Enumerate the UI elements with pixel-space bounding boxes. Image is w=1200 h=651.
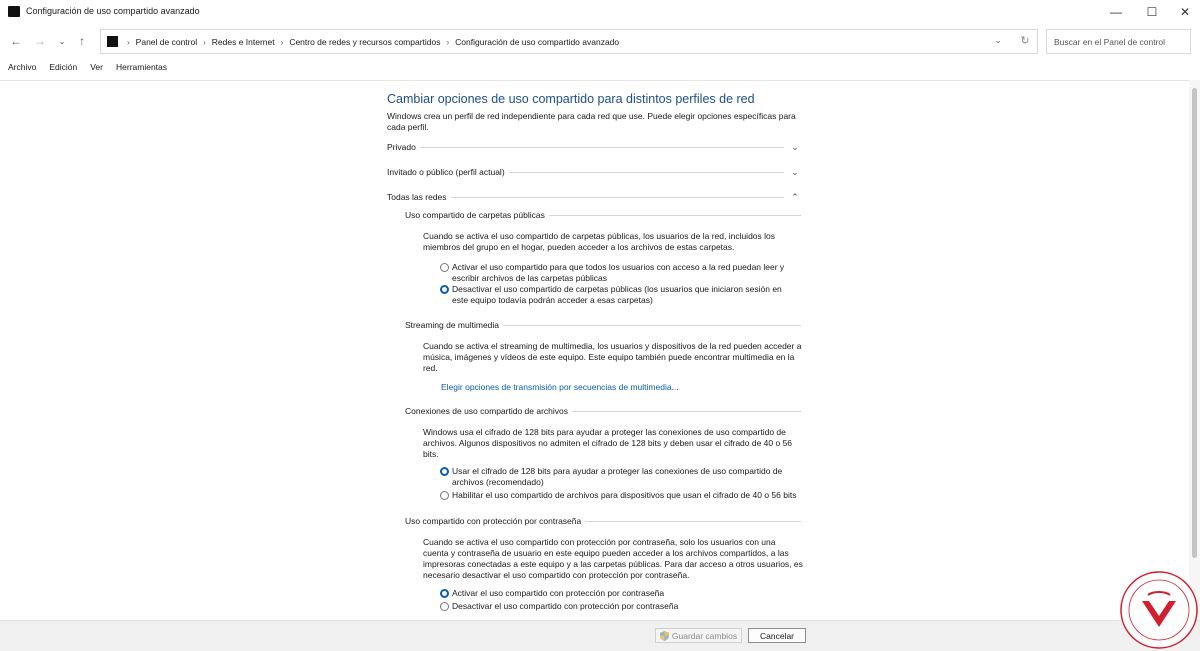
divider xyxy=(572,411,801,412)
breadcrumb-advanced-sharing[interactable]: Configuración de uso compartido avanzado xyxy=(455,37,620,47)
address-dropdown-chevron-icon[interactable]: ⌄ xyxy=(994,35,1002,45)
settings-content xyxy=(0,80,1189,620)
file-sharing-title: Conexiones de uso compartido de archivos xyxy=(405,406,569,416)
password-protection-off-radio[interactable] xyxy=(440,602,449,611)
search-placeholder: Buscar en el Panel de control xyxy=(1054,37,1166,47)
public-folders-off-option[interactable] xyxy=(440,284,800,306)
media-streaming-options-link[interactable]: Elegir opciones de transmisión por secuencias de multimedia... xyxy=(441,382,679,392)
chevron-up-icon[interactable]: ⌃ xyxy=(791,191,799,202)
breadcrumb-separator[interactable]: › xyxy=(446,37,450,47)
breadcrumb-separator[interactable]: › xyxy=(280,37,284,47)
divider xyxy=(549,215,801,216)
address-bar[interactable] xyxy=(100,29,1038,54)
save-changes-button[interactable] xyxy=(655,628,742,643)
control-panel-icon xyxy=(107,36,118,47)
public-folders-off-radio[interactable] xyxy=(440,285,449,294)
public-folders-header xyxy=(405,208,801,222)
uac-shield-icon xyxy=(660,631,669,641)
page-title: Cambiar opciones de uso compartido para distintos perfiles de red xyxy=(387,92,755,106)
menu-item-edicion[interactable]: Edición xyxy=(49,62,78,72)
scrollbar-thumb[interactable] xyxy=(1192,88,1197,558)
intro-text: Windows crea un perfil de red independiente para cada red que use. Puede elegir opciones específicas para cada perfil. xyxy=(387,111,796,132)
maximize-button[interactable]: ☐ xyxy=(1146,5,1158,19)
encryption-128-label[interactable]: Usar el cifrado de 128 bits para ayudar a proteger las conexiones de uso compartido de archivos (recomendado) xyxy=(452,466,783,487)
menu-item-archivo[interactable]: Archivo xyxy=(8,62,37,72)
dialog-footer xyxy=(0,620,1200,651)
close-button[interactable]: ✕ xyxy=(1179,5,1191,19)
cancel-button[interactable]: Cancelar xyxy=(748,628,806,643)
navigation-bar xyxy=(0,29,1200,55)
minimize-button[interactable]: — xyxy=(1110,5,1122,19)
window-title: Configuración de uso compartido avanzado xyxy=(26,6,200,16)
profile-guest-public-row[interactable] xyxy=(387,165,800,179)
profile-private-label: Privado xyxy=(387,142,416,152)
watermark-logo xyxy=(1120,571,1198,649)
password-protection-on-label[interactable]: Activar el uso compartido con protección por contraseña xyxy=(452,588,665,598)
breadcrumb-separator[interactable]: › xyxy=(127,37,130,47)
breadcrumb xyxy=(121,37,619,47)
search-input[interactable] xyxy=(1046,29,1191,54)
password-protection-off-label[interactable]: Desactivar el uso compartido con protección por contraseña xyxy=(452,601,679,611)
profile-guest-public-label: Invitado o público (perfil actual) xyxy=(387,167,505,177)
save-changes-label: Guardar cambios xyxy=(671,630,738,641)
breadcrumb-network-sharing-center[interactable]: Centro de redes y recursos compartidos xyxy=(289,37,441,47)
divider xyxy=(585,521,801,522)
vertical-scrollbar[interactable] xyxy=(1189,80,1200,620)
public-folders-description: Cuando se activa el uso compartido de carpetas públicas, los usuarios de la red, incluidos los miembros del grupo en el hogar, pueden acceder a los archivos de estas carpetas. xyxy=(423,231,776,252)
recent-locations-chevron-icon[interactable]: ⌄ xyxy=(58,36,66,46)
password-protection-title: Uso compartido con protección por contraseña xyxy=(405,516,582,526)
password-protection-header xyxy=(405,514,801,528)
divider xyxy=(420,147,784,148)
app-icon xyxy=(8,6,20,17)
menu-item-ver[interactable]: Ver xyxy=(90,62,103,72)
public-folders-on-option[interactable] xyxy=(440,262,800,284)
media-streaming-description: Cuando se activa el streaming de multimedia, los usuarios y dispositivos de la red pueden acceder a música, imágenes y vídeos de este equipo. Este equipo también puede encontrar multimedia en la red. xyxy=(423,341,802,373)
breadcrumb-network-internet[interactable]: Redes e Internet xyxy=(211,37,275,47)
breadcrumb-control-panel[interactable]: Panel de control xyxy=(135,37,198,47)
encryption-128-radio[interactable] xyxy=(440,467,449,476)
encryption-40-56-label[interactable]: Habilitar el uso compartido de archivos para dispositivos que usan el cifrado de 40 o 56 bits xyxy=(452,490,797,500)
password-protection-on-radio[interactable] xyxy=(440,589,449,598)
title-bar xyxy=(0,0,1200,24)
public-folders-off-label[interactable]: Desactivar el uso compartido de carpetas públicas (los usuarios que iniciaron sesión en este equipo todavía podrán acceder a esas carpetas) xyxy=(452,284,782,305)
encryption-40-56-option[interactable] xyxy=(440,490,800,501)
encryption-40-56-radio[interactable] xyxy=(440,491,449,500)
media-streaming-title: Streaming de multimedia xyxy=(405,320,500,330)
divider xyxy=(503,325,801,326)
file-sharing-header xyxy=(405,404,801,418)
public-folders-on-radio[interactable] xyxy=(440,263,449,272)
file-sharing-description: Windows usa el cifrado de 128 bits para ayudar a proteger las conexiones de uso compartido de archivos. Algunos dispositivos no admiten el cifrado de 128 bits y deben usar el cifrado de 40 o 56 bits. xyxy=(423,427,793,459)
menu-item-herramientas[interactable]: Herramientas xyxy=(116,62,168,72)
up-arrow-icon[interactable]: ↑ xyxy=(79,34,85,48)
password-protection-on-option[interactable] xyxy=(440,588,800,599)
password-protection-description: Cuando se activa el uso compartido con protección por contraseña, solo los usuarios con una cuenta y contraseña de usuario en este equipo pueden acceder a los archivos compartidos, a las impresoras conectadas a este equipo y a las carpetas públicas. Para dar acceso a otros usuarios, es necesario desactivar el uso compartido con protección por contraseña. xyxy=(423,537,803,580)
divider xyxy=(451,197,784,198)
chevron-down-icon[interactable]: ⌄ xyxy=(791,166,799,177)
profile-all-networks-label: Todas las redes xyxy=(387,192,447,202)
encryption-128-option[interactable] xyxy=(440,466,800,488)
chevron-down-icon[interactable]: ⌄ xyxy=(791,141,799,152)
back-arrow-icon[interactable]: ← xyxy=(10,34,22,48)
public-folders-on-label[interactable]: Activar el uso compartido para que todos los usuarios con acceso a la red puedan leer y escribir archivos de las carpetas públicas xyxy=(452,262,785,283)
public-folders-title: Uso compartido de carpetas públicas xyxy=(405,210,545,220)
breadcrumb-separator[interactable]: › xyxy=(203,37,206,47)
menu-bar xyxy=(0,62,171,77)
refresh-icon[interactable]: ↻ xyxy=(1020,35,1030,47)
profile-all-networks-row[interactable] xyxy=(387,190,800,204)
media-streaming-header xyxy=(405,318,801,332)
divider xyxy=(509,172,784,173)
password-protection-off-option[interactable] xyxy=(440,601,800,612)
forward-arrow-icon[interactable]: → xyxy=(34,34,46,48)
profile-private-row[interactable] xyxy=(387,140,800,154)
